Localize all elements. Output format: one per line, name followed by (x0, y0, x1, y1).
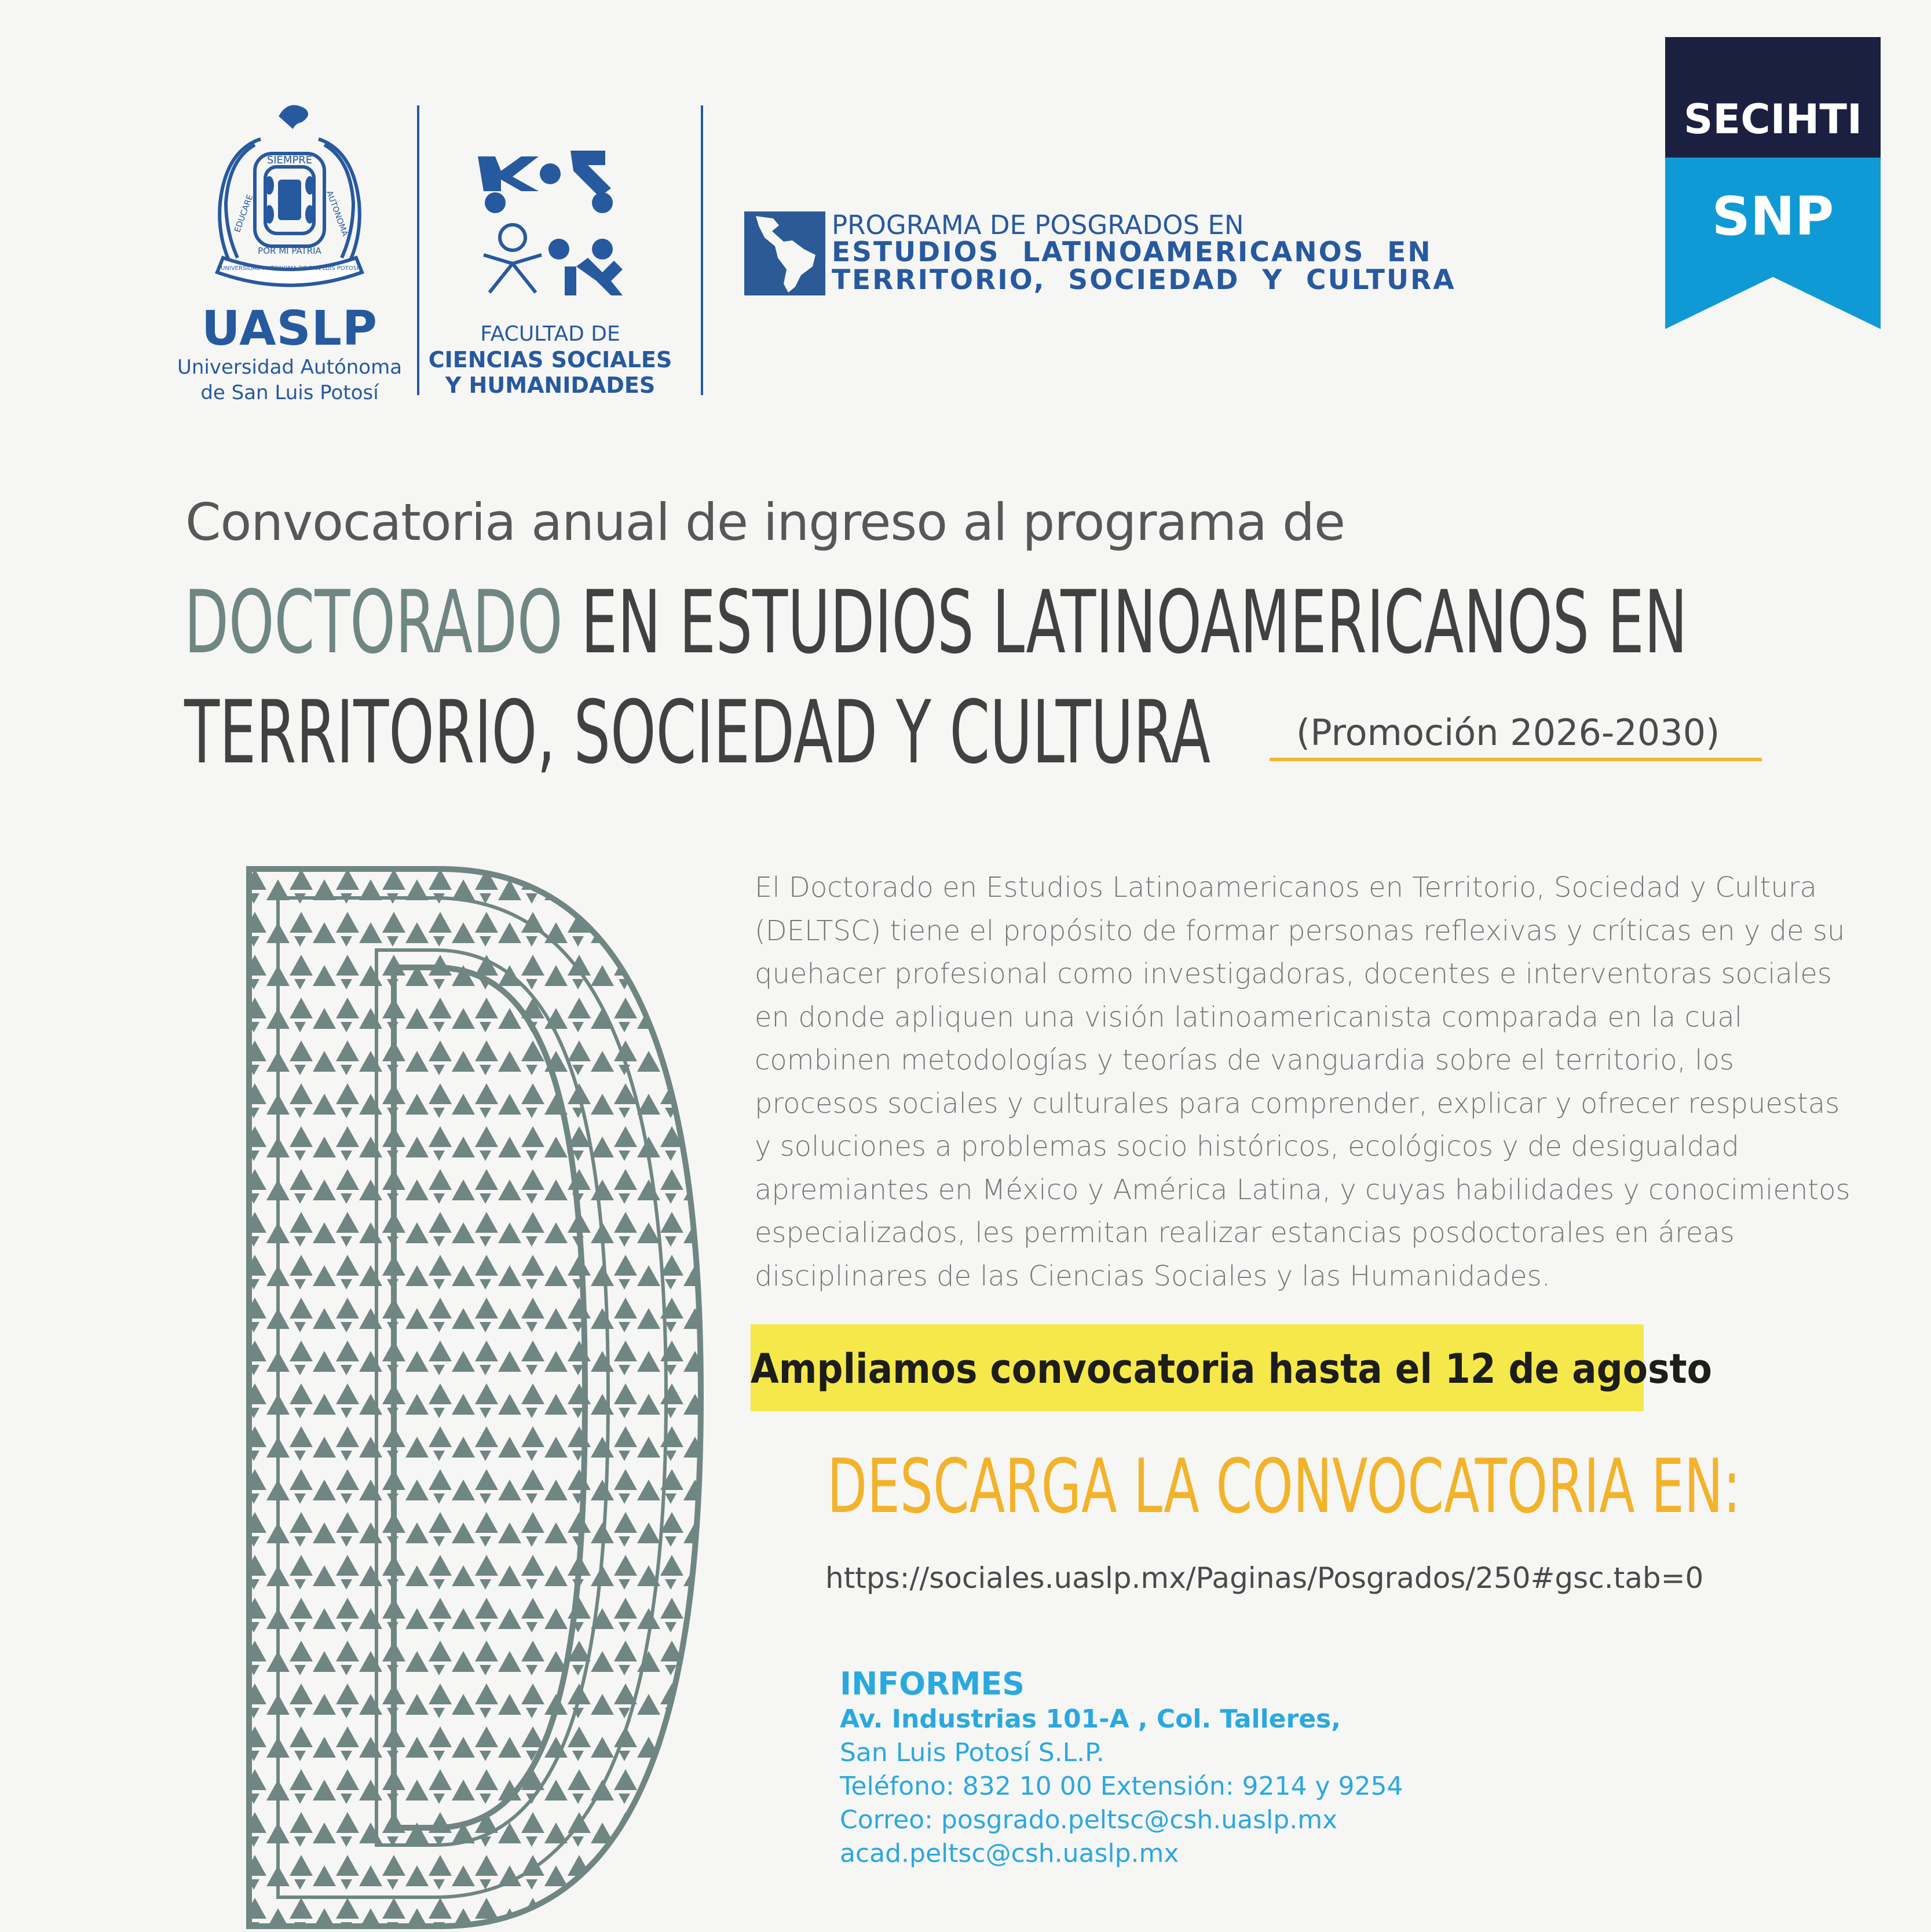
triangle-pattern-letter-d-icon (243, 863, 718, 1932)
promotion-label: (Promoción 2026-2030) (1296, 711, 1720, 754)
uaslp-full-name (145, 355, 434, 406)
download-heading: DESCARGA LA CONVOCATORIA EN: (827, 1444, 1741, 1530)
seal-ring-text: POR MI PATRIA (258, 246, 321, 256)
facultad-line1: FACULTAD DE (480, 322, 620, 346)
program-title-line2: TERRITORIO, SOCIEDAD Y CULTURA (184, 682, 1210, 783)
latin-america-map-logo (744, 211, 825, 295)
programa-line1: PROGRAMA DE POSGRADOS EN (832, 210, 1244, 240)
program-title-line1 (184, 572, 1688, 673)
extension-banner-text: Ampliamos convocatoria hasta el 12 de agosto (751, 1345, 1712, 1393)
informes-email-1[interactable]: Correo: posgrado.peltsc@csh.uaslp.mx (840, 1805, 1338, 1835)
download-url-link[interactable]: https://sociales.uaslp.mx/Paginas/Posgrados/250#gsc.tab=0 (825, 1561, 1704, 1595)
snp-label: SNP (1711, 185, 1834, 247)
programa-line3: TERRITORIO, SOCIEDAD Y CULTURA (832, 264, 1456, 296)
programa-name (832, 212, 1456, 294)
latin-america-map-icon (744, 211, 825, 295)
informes-city: San Luis Potosí S.L.P. (840, 1738, 1105, 1767)
facultad-line3: Y HUMANIDADES (445, 372, 656, 398)
promotion-underline (1270, 758, 1762, 761)
title-line1-rest: EN ESTUDIOS LATINOAMERICANOS EN (562, 572, 1688, 673)
eagle-seal-icon (174, 98, 405, 295)
informes-email-2[interactable]: acad.peltsc@csh.uaslp.mx (840, 1839, 1179, 1868)
seal-ribbon-text: UNIVERSIDAD AUTONOMA DE SAN LUIS POTOSI (221, 265, 359, 272)
facultad-figures-icon (472, 151, 628, 295)
uaslp-full-name-line2: de San Luis Potosí (200, 381, 379, 404)
seal-band-left-text: EDUCARE (233, 193, 255, 234)
informes-block (840, 1666, 1403, 1871)
informes-address: Av. Industrias 101-A , Col. Talleres, (840, 1704, 1341, 1734)
seal-band-right-text: AUTONOMA (324, 189, 350, 238)
intro-heading: Convocatoria anual de ingreso al programa de (185, 492, 1345, 552)
facultad-name (417, 322, 683, 398)
programa-line2: ESTUDIOS LATINOAMERICANOS EN (832, 236, 1432, 268)
uaslp-full-name-line1: Universidad Autónoma (177, 356, 403, 379)
seal-top-text: SIEMPRE (266, 154, 313, 166)
title-accent-doctorado: DOCTORADO (184, 572, 563, 673)
uaslp-short-name: UASLP (202, 301, 378, 356)
informes-title: INFORMES (840, 1666, 1025, 1702)
facultad-logo (472, 151, 628, 295)
secihti-snp-ribbon (1665, 37, 1881, 329)
informes-phone: Teléfono: 832 10 00 Extensión: 9214 y 9254 (840, 1772, 1403, 1801)
facultad-line2: CIENCIAS SOCIALES (428, 347, 672, 372)
secihti-label: SECIHTI (1683, 96, 1863, 143)
header-divider-2 (701, 105, 703, 395)
program-description: El Doctorado en Estudios Latinoamericanos en Territorio, Sociedad y Cultura (DELTSC) tiene el propósito de formar personas reflexivas y críticas en y de su quehacer profesional como investigadoras, docentes e interventoras sociales en donde apliquen una visión latinoamericanista comparada en la cual combinen metodologías y teorías de vanguardia sobre el territorio, los procesos sociales y culturales para comprender, explicar y ofrecer respuestas y soluciones a problemas socio históricos, ecológicos y de desigualdad apremiantes en México y América Latina, y cuyas habilidades y conocimientos especializados, les permitan realizar estancias posdoctorales en áreas disciplinares de las Ciencias Sociales y las Humanidades. (755, 871, 1850, 1292)
